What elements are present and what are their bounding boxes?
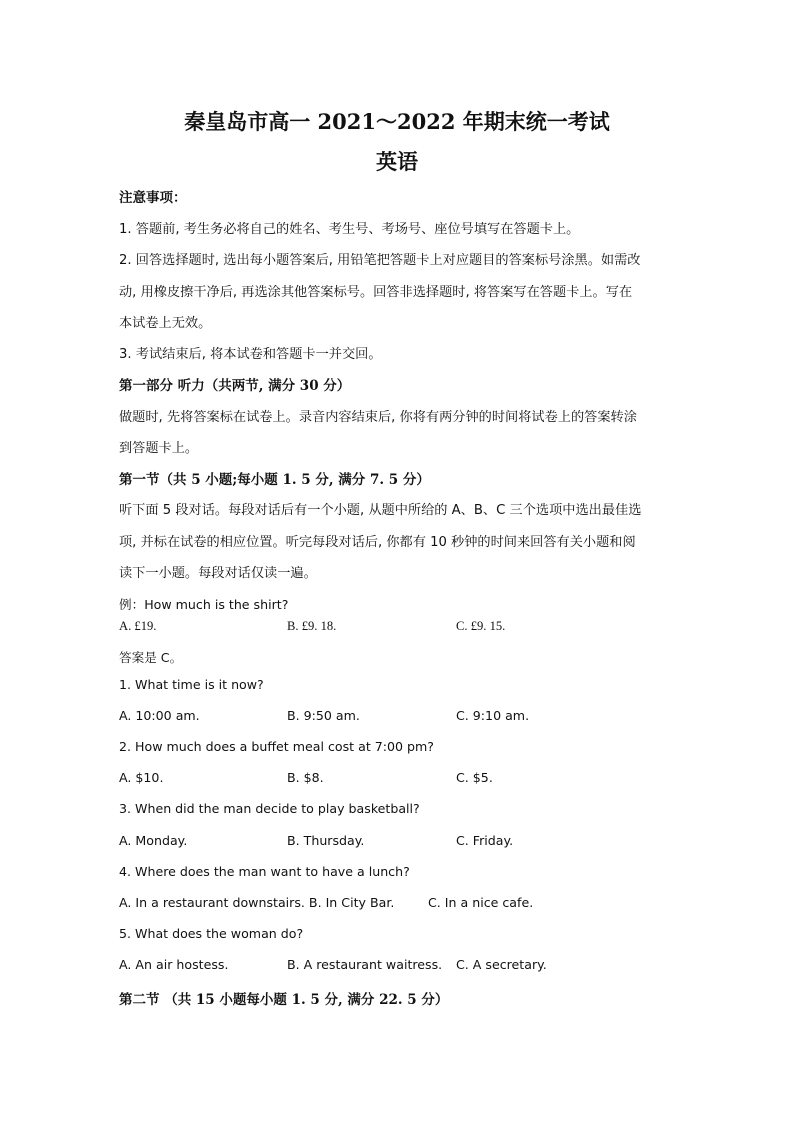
question-5-option-c: C. A secretary.	[456, 957, 547, 972]
section1-intro-line-2: 项, 并标在试卷的相应位置。听完每段对话后, 你都有 10 秒钟的时间来回答有关小题和阅	[119, 535, 636, 550]
section2-heading: 第二节 （共 15 小题每小题 1. 5 分, 满分 22. 5 分）	[119, 992, 449, 1008]
part1-intro-line-2: 到答题卡上。	[119, 441, 199, 456]
section1-heading: 第一节（共 5 小题;每小题 1. 5 分, 满分 7. 5 分）	[119, 472, 430, 488]
part1-heading: 第一部分 听力（共两节, 满分 30 分）	[119, 378, 351, 394]
question-2-option-c: C. $5.	[456, 770, 493, 785]
notice-item-2-line-1: 2. 回答选择题时, 选出每小题答案后, 用铅笔把答题卡上对应题目的答案标号涂黑。如需改	[119, 253, 641, 268]
question-1-option-a: A. 10:00 am.	[119, 708, 200, 723]
question-4: 4. Where does the man want to have a lunch?	[119, 864, 410, 879]
example-question: 例：How much is the shirt?	[119, 597, 289, 612]
notice-item-2-line-3: 本试卷上无效。	[119, 316, 212, 331]
question-1-option-b: B. 9:50 am.	[287, 708, 360, 723]
example-option-c: C. £9. 15.	[456, 619, 506, 633]
question-5-option-a: A. An air hostess.	[119, 957, 229, 972]
question-3-option-a: A. Monday.	[119, 833, 188, 848]
example-answer: 答案是 C。	[119, 650, 183, 665]
example-option-a: A. £19.	[119, 619, 157, 633]
notice-item-1: 1. 答题前, 考生务必将自己的姓名、考生号、考场号、座位号填写在答题卡上。	[119, 222, 580, 237]
question-2-option-a: A. $10.	[119, 770, 164, 785]
question-4-options-a-b: A. In a restaurant downstairs. B. In City Bar.	[119, 895, 395, 910]
question-3-option-b: B. Thursday.	[287, 833, 365, 848]
question-5-option-b: B. A restaurant waitress.	[287, 957, 443, 972]
section1-intro-line-3: 读下一小题。每段对话仅读一遍。	[119, 566, 317, 581]
part1-intro-line-1: 做题时, 先将答案标在试卷上。录音内容结束后, 你将有两分钟的时间将试卷上的答案转涂	[119, 410, 637, 425]
question-4-option-c: C. In a nice cafe.	[428, 895, 534, 910]
notice-item-2-line-2: 动, 用橡皮擦干净后, 再选涂其他答案标号。回答非选择题时, 将答案写在答题卡上。写在	[119, 285, 633, 300]
question-1-option-c: C. 9:10 am.	[456, 708, 530, 723]
example-option-b: B. £9. 18.	[287, 619, 337, 633]
subject-title: 英语	[376, 149, 418, 174]
exam-title: 秦皇岛市高一 2021～2022 年期末统一考试	[184, 109, 610, 134]
question-3-option-c: C. Friday.	[456, 833, 514, 848]
notice-heading: 注意事项：	[119, 190, 187, 206]
question-3: 3. When did the man decide to play basketball?	[119, 801, 420, 816]
question-1: 1. What time is it now?	[119, 677, 264, 692]
question-2-option-b: B. $8.	[287, 770, 324, 785]
notice-item-3: 3. 考试结束后, 将本试卷和答题卡一并交回。	[119, 347, 382, 362]
question-2: 2. How much does a buffet meal cost at 7:00 pm?	[119, 739, 434, 754]
section1-intro-line-1: 听下面 5 段对话。每段对话后有一个小题, 从题中所给的 A、B、C 三个选项中选出最佳选	[119, 503, 642, 518]
question-5: 5. What does the woman do?	[119, 926, 304, 941]
